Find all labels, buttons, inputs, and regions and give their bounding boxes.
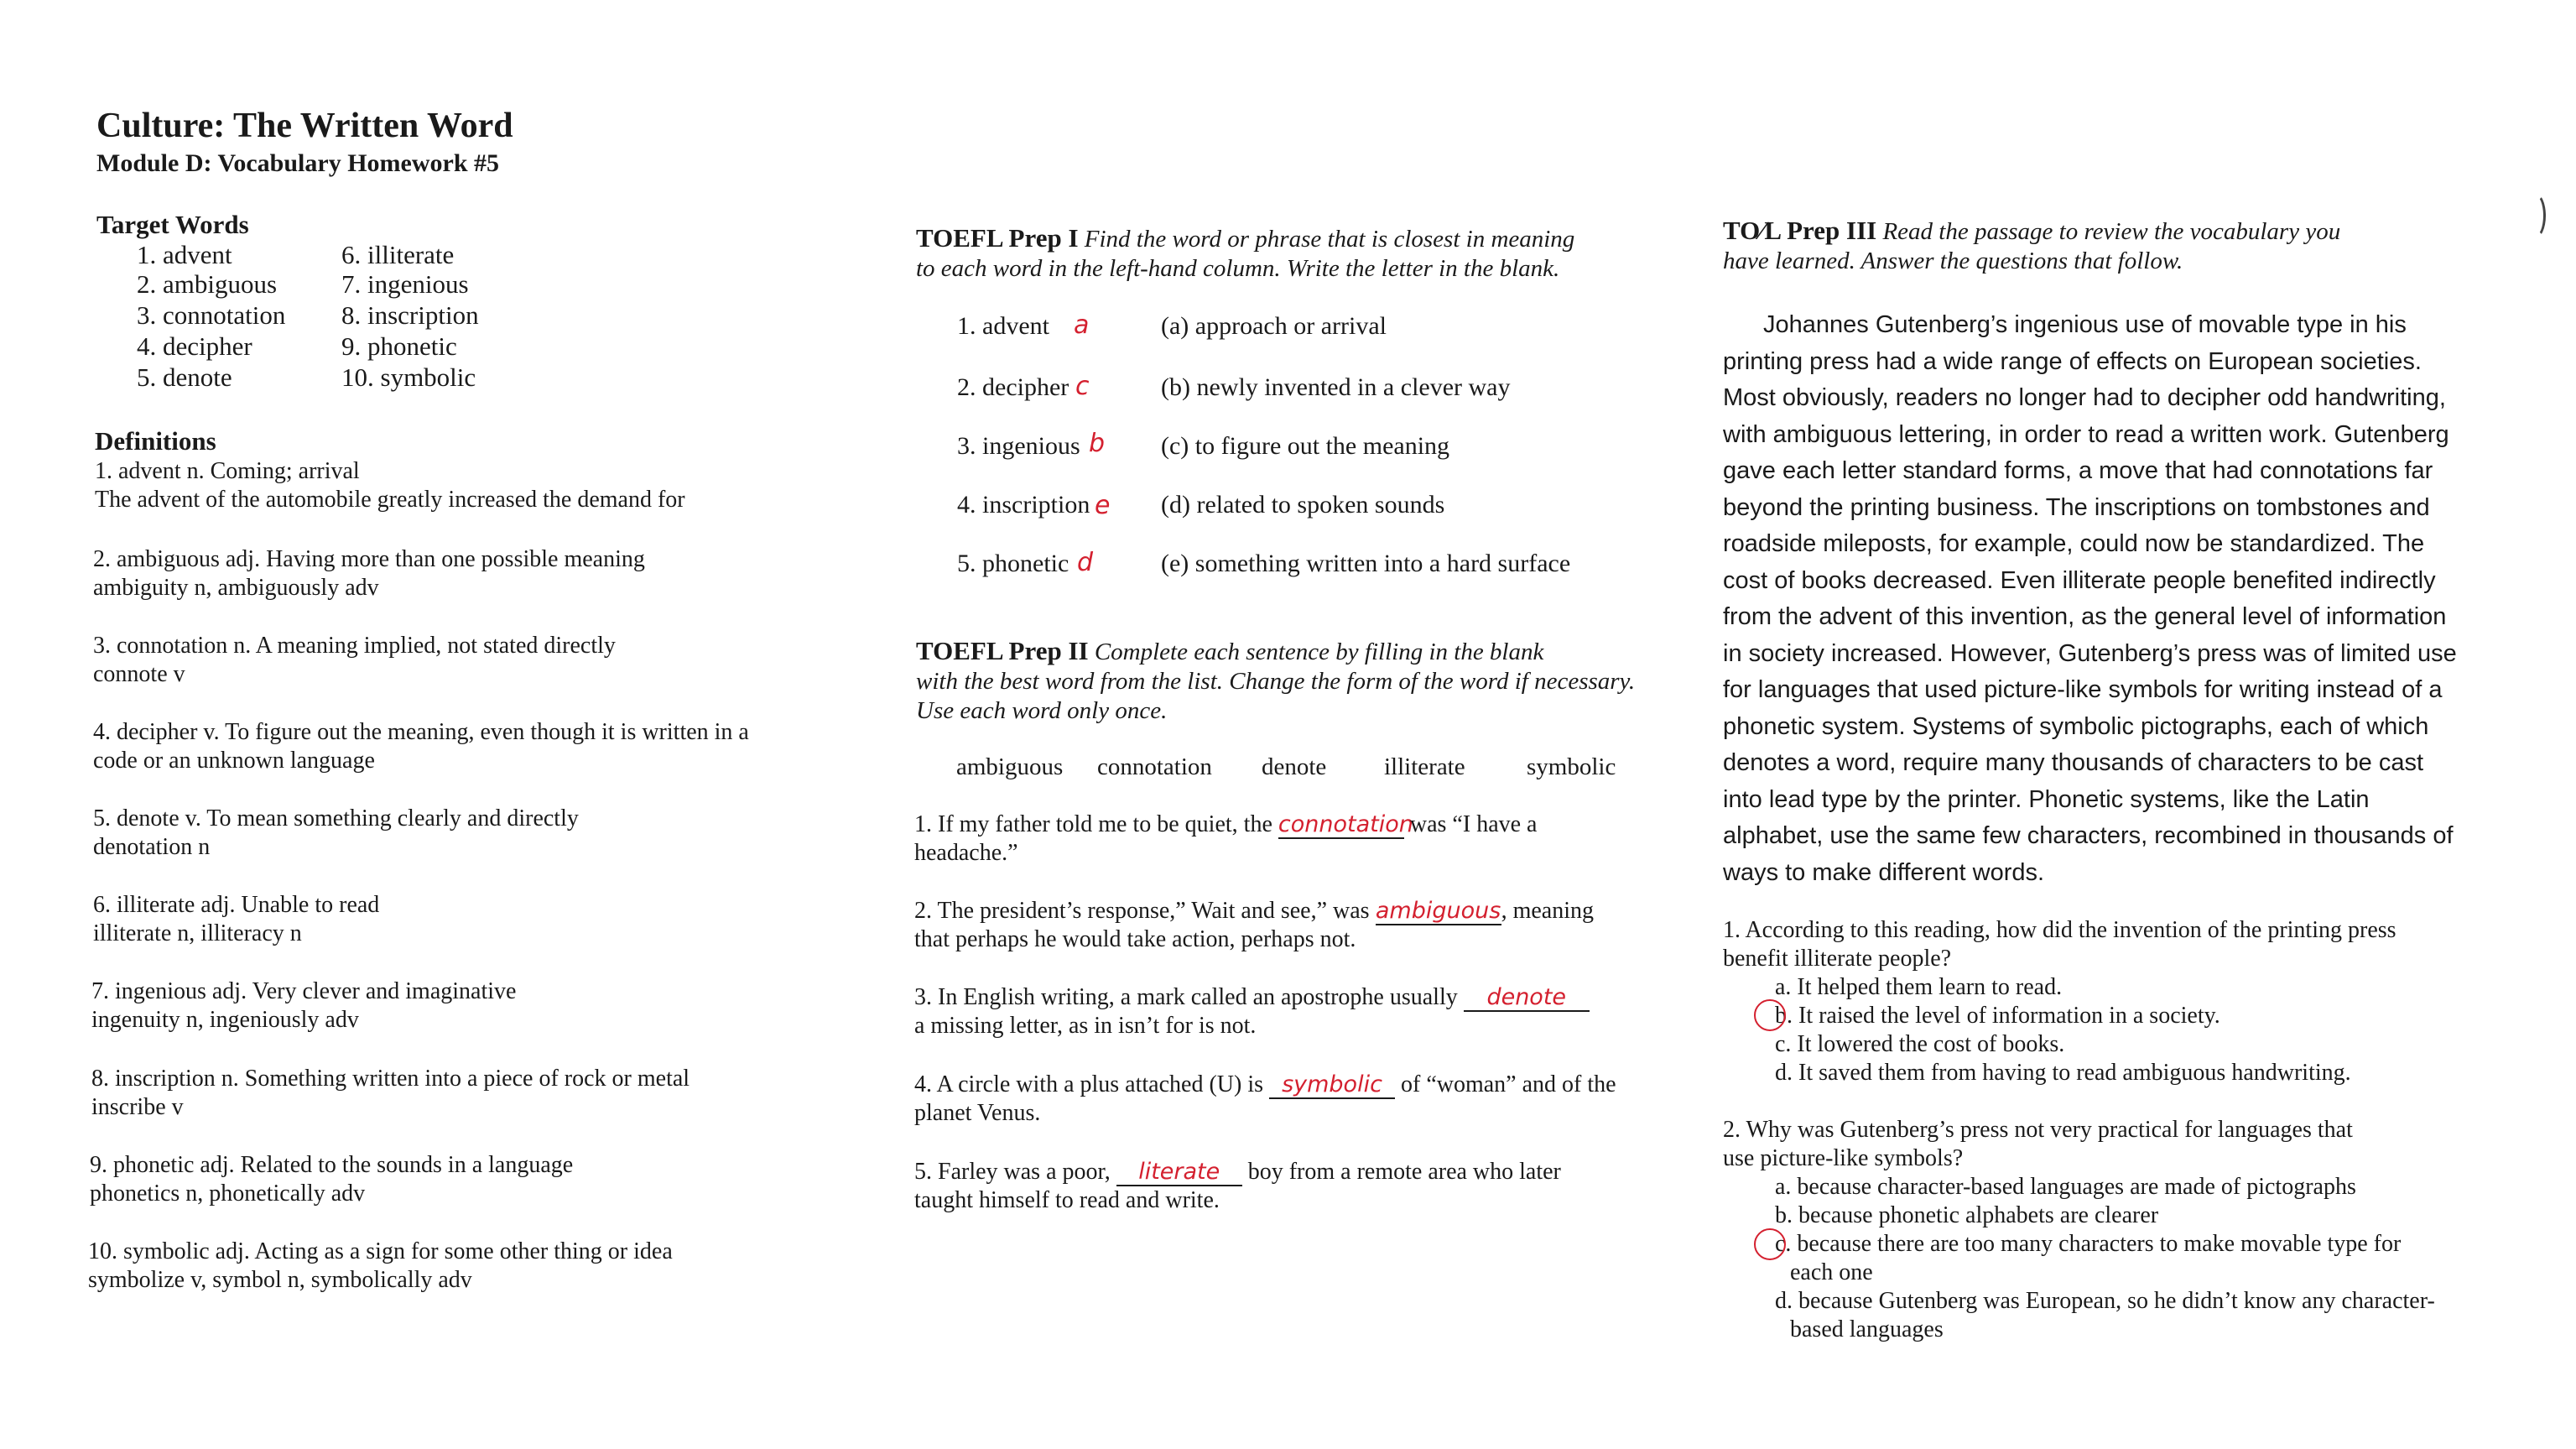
target-words-heading: Target Words <box>96 210 249 239</box>
passage-line: ways to make different words. <box>1723 858 2045 886</box>
match-definition: (d) related to spoken sounds <box>1161 491 1445 519</box>
prep3-title: TO∕L Prep III <box>1723 216 1877 245</box>
definition-item: 1. advent n. Coming; arrival The advent of the automobile greatly increased the demand for <box>95 458 685 513</box>
definition-item: 10. symbolic adj. Acting as a sign for some other thing or idea symbolize v, symbol n, symbolically adv <box>88 1238 673 1293</box>
definition-item: 2. ambiguous adj. Having more than one possible meaning ambiguity n, ambiguously adv <box>93 546 645 601</box>
passage-line: with ambiguous lettering, in order to read a written work. Gutenberg <box>1723 420 2449 448</box>
sentence-item: 4. A circle with a plus attached (U) is symbolic of “woman” and of the planet Venus. <box>914 1071 1616 1126</box>
passage-line: roadside mileposts, for example, could now be standardized. The <box>1723 530 2425 557</box>
prep1-header <box>916 223 1574 284</box>
passage-line: alphabet, use the same few characters, recombined in thousands of <box>1723 822 2454 849</box>
target-word: 3. connotation <box>137 300 286 330</box>
question-text: 1. According to this reading, how did the invention of the printing press <box>1723 917 2396 943</box>
answer-option-continued: based languages <box>1790 1316 1944 1342</box>
match-word: 2. decipher <box>957 373 1069 401</box>
target-word: 4. decipher <box>137 331 252 361</box>
definition-item: 4. decipher v. To figure out the meaning, even though it is written in a code or an unknown language <box>93 719 749 774</box>
answer-option[interactable]: d. because Gutenberg was European, so he didn’t know any character- <box>1775 1288 2435 1314</box>
passage-line: in society increased. However, Gutenberg’s press was of limited use <box>1723 639 2457 667</box>
question-1 <box>1723 916 2396 1087</box>
sentence-item: 5. Farley was a poor, literate boy from a remote area who later taught himself to read and write. <box>914 1159 1561 1213</box>
match-answer: d <box>1077 548 1094 577</box>
definitions-heading: Definitions <box>95 426 216 456</box>
word-bank-item: symbolic <box>1527 753 1616 780</box>
answer-option-selected[interactable]: b. It raised the level of information in a society. <box>1775 1003 2220 1029</box>
prep2-instructions: Use each word only once. <box>916 697 1168 724</box>
passage-line: beyond the printing business. The inscriptions on tombstones and <box>1723 493 2430 521</box>
target-word: 7. ingenious <box>341 269 469 299</box>
target-word: 1. advent <box>137 240 232 269</box>
prep2-instructions: with the best word from the list. Change the form of the word if necessary. <box>916 668 1636 695</box>
word-bank-item: denote <box>1262 753 1327 780</box>
prep2-title: TOEFL Prep II <box>916 636 1089 665</box>
question-2 <box>1723 1116 2435 1344</box>
page-subtitle: Module D: Vocabulary Homework #5 <box>96 149 499 177</box>
reading-passage <box>1723 307 2457 891</box>
prep3-instructions: have learned. Answer the questions that follow. <box>1723 248 2183 274</box>
match-definition: (c) to figure out the meaning <box>1161 432 1450 460</box>
answer-option[interactable]: a. because character-based languages are made of pictographs <box>1775 1174 2356 1200</box>
word-bank-item: ambiguous <box>956 753 1064 780</box>
question-text: 2. Why was Gutenberg’s press not very practical for languages that <box>1723 1117 2353 1143</box>
passage-line: cost of books decreased. Even illiterate people benefited indirectly <box>1723 566 2436 594</box>
passage-line: printing press had a wide range of effects on European societies. <box>1723 347 2422 375</box>
word-bank-item: illiterate <box>1384 753 1465 780</box>
selected-answer-circle <box>1754 1228 1786 1260</box>
passage-line: phonetic system. Systems of symbolic pictographs, each of which <box>1723 712 2429 740</box>
target-word: 8. inscription <box>341 300 479 330</box>
target-word: 10. symbolic <box>341 362 476 392</box>
definition-item: 5. denote v. To mean something clearly and directly denotation n <box>93 805 579 860</box>
match-answer: c <box>1075 372 1090 401</box>
definition-item: 7. ingenious adj. Very clever and imaginative ingenuity n, ingeniously adv <box>91 978 517 1033</box>
question-text: use picture-like symbols? <box>1723 1145 1964 1171</box>
target-word: 5. denote <box>137 362 232 392</box>
passage-line: into lead type by the printer. Phonetic systems, like the Latin <box>1723 785 2370 813</box>
answer-option[interactable]: d. It saved them from having to read ambiguous handwriting. <box>1775 1060 2351 1086</box>
definition-item: 9. phonetic adj. Related to the sounds in a language phonetics n, phonetically adv <box>90 1152 574 1207</box>
passage-line: Johannes Gutenberg’s ingenious use of movable type in his <box>1763 311 2407 338</box>
prep1-instructions: to each word in the left-hand column. Write the letter in the blank. <box>916 255 1560 282</box>
target-word: 2. ambiguous <box>137 269 278 299</box>
prep3-instructions: Read the passage to review the vocabulary you <box>1882 218 2341 245</box>
target-word: 6. illiterate <box>341 240 455 269</box>
definition-item: 6. illiterate adj. Unable to read illiterate n, illiteracy n <box>93 892 380 946</box>
definition-item: 8. inscription n. Something written into a piece of rock or metal inscribe v <box>91 1066 690 1120</box>
prep3-header <box>1723 216 2340 276</box>
selected-answer-circle <box>1754 999 1786 1031</box>
answer-option[interactable]: b. because phonetic alphabets are clearer <box>1775 1202 2159 1228</box>
page-title: Culture: The Written Word <box>96 107 513 145</box>
page-edge-mark <box>2525 193 2546 238</box>
question-options <box>1723 1173 2435 1344</box>
word-bank-item: connotation <box>1097 753 1212 780</box>
definition-item: 3. connotation n. A meaning implied, not stated directly connote v <box>93 633 616 687</box>
match-answer: b <box>1089 429 1106 458</box>
match-word: 4. inscription <box>957 491 1090 519</box>
prep2-instructions: Complete each sentence by filling in the blank <box>1094 638 1544 665</box>
answer-blank[interactable]: denote <box>1464 985 1590 1012</box>
answer-blank[interactable]: literate <box>1116 1160 1242 1186</box>
answer-blank[interactable]: ambiguous <box>1375 898 1501 924</box>
match-definition: (e) something written into a hard surface <box>1161 550 1571 577</box>
match-answer: e <box>1095 491 1111 520</box>
passage-line: from the advent of this invention, as the general level of information <box>1723 603 2447 630</box>
question-text: benefit illiterate people? <box>1723 946 1952 972</box>
match-answer: a <box>1074 310 1090 340</box>
passage-line: gave each letter standard forms, a move that had connotations far <box>1723 457 2433 484</box>
sentence-item: 3. In English writing, a mark called an apostrophe usually denote a missing letter, as in isn’t for is not. <box>914 983 1590 1040</box>
match-word: 5. phonetic <box>957 550 1069 577</box>
passage-line: for languages that used picture-like symbols for writing instead of a <box>1723 676 2443 703</box>
answer-blank[interactable]: symbolic <box>1269 1072 1395 1099</box>
match-word: 1. advent <box>957 312 1049 340</box>
answer-blank[interactable]: connotation <box>1278 811 1413 837</box>
match-definition: (b) newly invented in a clever way <box>1161 373 1511 401</box>
prep1-title: TOEFL Prep I <box>916 223 1079 253</box>
answer-option[interactable]: c. It lowered the cost of books. <box>1775 1031 2065 1057</box>
answer-option[interactable]: a. It helped them learn to read. <box>1775 974 2063 1000</box>
match-definition: (a) approach or arrival <box>1161 312 1387 340</box>
match-word: 3. ingenious <box>957 432 1080 460</box>
target-word: 9. phonetic <box>341 331 457 361</box>
sentence-item: 1. If my father told me to be quiet, the connotation was “I have a headache.” <box>914 811 1538 866</box>
prep2-header <box>916 636 1635 726</box>
passage-line: denotes a word, require many thousands of characters to be cast <box>1723 749 2424 776</box>
prep1-instructions: Find the word or phrase that is closest in meaning <box>1084 226 1575 253</box>
question-options <box>1723 973 2396 1087</box>
answer-option-continued: each one <box>1790 1259 1873 1285</box>
sentence-item: 2. The president’s response,” Wait and see,” was ambiguous, meaning that perhaps he would take action, perhaps not. <box>914 898 1594 952</box>
answer-option-selected[interactable]: c. because there are too many characters to make movable type for <box>1775 1231 2402 1257</box>
passage-line: Most obviously, readers no longer had to decipher odd handwriting, <box>1723 384 2446 411</box>
